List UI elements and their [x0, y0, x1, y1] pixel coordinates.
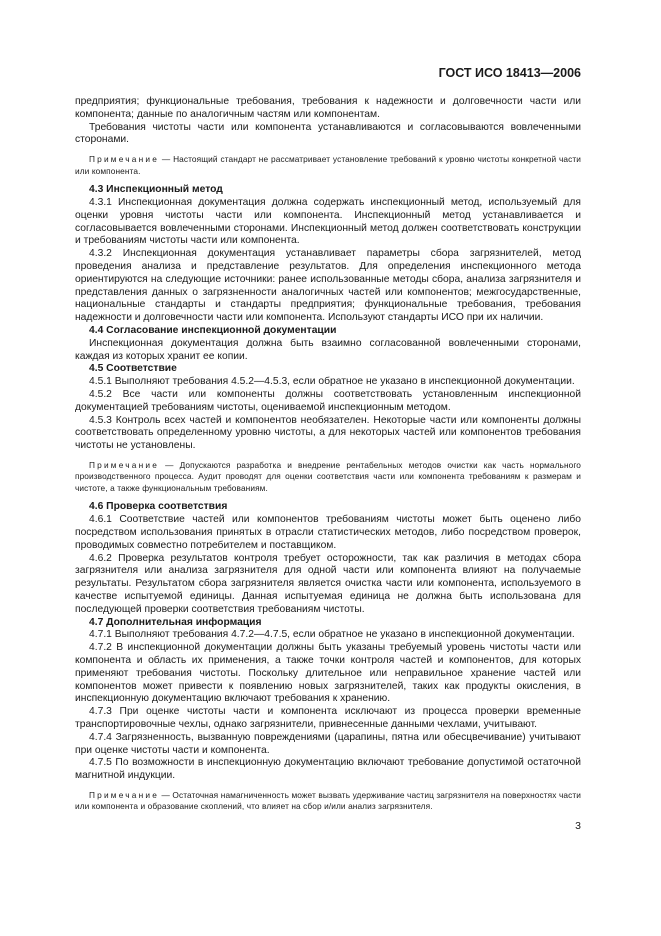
note-label: Примечание	[89, 459, 160, 470]
note-2	[75, 460, 581, 495]
section-heading-4-7: 4.7 Дополнительная информация	[89, 616, 262, 628]
note-1	[75, 154, 581, 177]
paragraph-4-7-1: 4.7.1 Выполняют требования 4.7.2—4.7.5, если обратное не указано в инспекционной документации.	[89, 629, 575, 641]
document-header: ГОСТ ИСО 18413—2006	[438, 66, 581, 80]
section-heading-4-4: 4.4 Согласование инспекционной документации	[89, 324, 337, 336]
paragraph-4-4: Инспекционная документация должна быть взаимно согласованной вовлеченными сторонами, каждая из которых хранит ее копии.	[75, 337, 581, 362]
note-text: — Допускаются разработка и внедрение рентабельных методов очистки как часть нормального производственного процесса. Аудит проводят для оценки соответствия части или компонента требованиям к размерам и чистоте, а также функциональным требованиям.	[75, 459, 581, 493]
paragraph-4-7-2: 4.7.2 В инспекционной документации должны быть указаны требуемый уровень чистоты части или компонента и область их применения, а также точки контроля частей и компонентов, для которых применяют требования чистоты. Поскольку длительное или неправильное хранение частей или компонентов может привести к появлению новых загрязнителей, таких как продукты окисления, в инспекционную документацию включают требования к хранению.	[75, 642, 581, 705]
note-label: Примечание	[89, 154, 160, 165]
paragraph-intro: предприятия; функциональные требования, требования к надежности и долговечности части или компонента; данные по аналогичным частям или компонентам.	[75, 96, 581, 120]
paragraph-cleanliness-requirements: Требования чистоты части или компонента устанавливаются и согласовываются вовлеченными сторонами.	[75, 121, 581, 146]
paragraph-4-5-2: 4.5.2 Все части или компоненты должны соответствовать установленным инспекционной документацией требованиям чистоты, оцениваемой инспекционным методом.	[75, 388, 581, 413]
paragraph-4-3-1: 4.3.1 Инспекционная документация должна содержать инспекционный метод, используемый для оценки уровня чистоты части или компонента. Инспекционный метод устанавливается и согласовывается вовлеченными сторонами. Инспекционный метод должен соответствовать конструкции и требованиям чистоты части или компонента.	[75, 196, 581, 247]
paragraph-4-5-3: 4.5.3 Контроль всех частей и компонентов необязателен. Некоторые части или компоненты должны соответствовать определенному уровню чистоты, а для некоторых частей или компонентов требования чистоты не установлены.	[75, 414, 581, 452]
note-text: — Настоящий стандарт не рассматривает установление требований к уровню чистоты конкретной части или компонента.	[75, 154, 582, 176]
paragraph-4-7-4: 4.7.4 Загрязненность, вызванную повреждениями (царапины, пятна или обесцвечивание) учитывают при оценке чистоты части и компонента.	[75, 731, 581, 756]
paragraph-4-3-2: 4.3.2 Инспекционная документация устанавливает параметры сбора загрязнителей, метод проведения анализа и представление результатов. Для определения инспекционного метода ориентируются на следующие источники: ранее использованные методы сбора, анализа загрязнителя и представления данных о загрязненности аналогичных частей или компонентов; межгосударственные, национальные стандарты и стандарты предприятия; функциональные требования, требования надежности и долговечности части или компонента. Используют стандарты ИСО при их наличии.	[75, 248, 581, 324]
note-text: — Остаточная намагниченность может вызвать удерживание частиц загрязнителя на поверхностях части или компонента и образование скоплений, что влияет на сбор и/или анализ загрязнителя.	[75, 789, 581, 812]
section-heading-4-6: 4.6 Проверка соответствия	[89, 501, 228, 513]
page-number: 3	[575, 820, 581, 832]
paragraph-4-5-1: 4.5.1 Выполняют требования 4.5.2—4.5.3, если обратное не указано в инспекционной документации.	[89, 376, 575, 388]
paragraph-4-6-1: 4.6.1 Соответствие частей или компонентов требованиям чистоты может быть оценено либо посредством использования принятых в отрасли статистических методов, либо посредством проверок, проводимых совместно потребителем и поставщиком.	[75, 514, 581, 551]
section-heading-4-3: 4.3 Инспекционный метод	[89, 184, 223, 196]
paragraph-4-7-3: 4.7.3 При оценке чистоты части и компонента исключают из процесса проверки временные транспортировочные чехлы, однако загрязнители, привнесенные данными чехлами, учитывают.	[75, 706, 581, 730]
note-label: Примечание	[89, 789, 160, 800]
note-3	[75, 790, 581, 813]
paragraph-4-7-5: 4.7.5 По возможности в инспекционную документацию включают требование допустимой остаточной магнитной индукции.	[75, 757, 581, 782]
document-body	[75, 96, 581, 820]
paragraph-4-6-2: 4.6.2 Проверка результатов контроля требует осторожности, так как различия в методах сбора загрязнителя или анализа загрязнителя для одной части или компонента влияют на получаемые результаты. Результатом сбора загрязнителя является очистка части или компонента, используемого в качестве испытуемой единицы. Данная испытуемая единица не должна быть использована для последующей проверки соответствия требованиям чистоты.	[75, 552, 581, 615]
section-heading-4-5: 4.5 Соответствие	[89, 363, 177, 375]
